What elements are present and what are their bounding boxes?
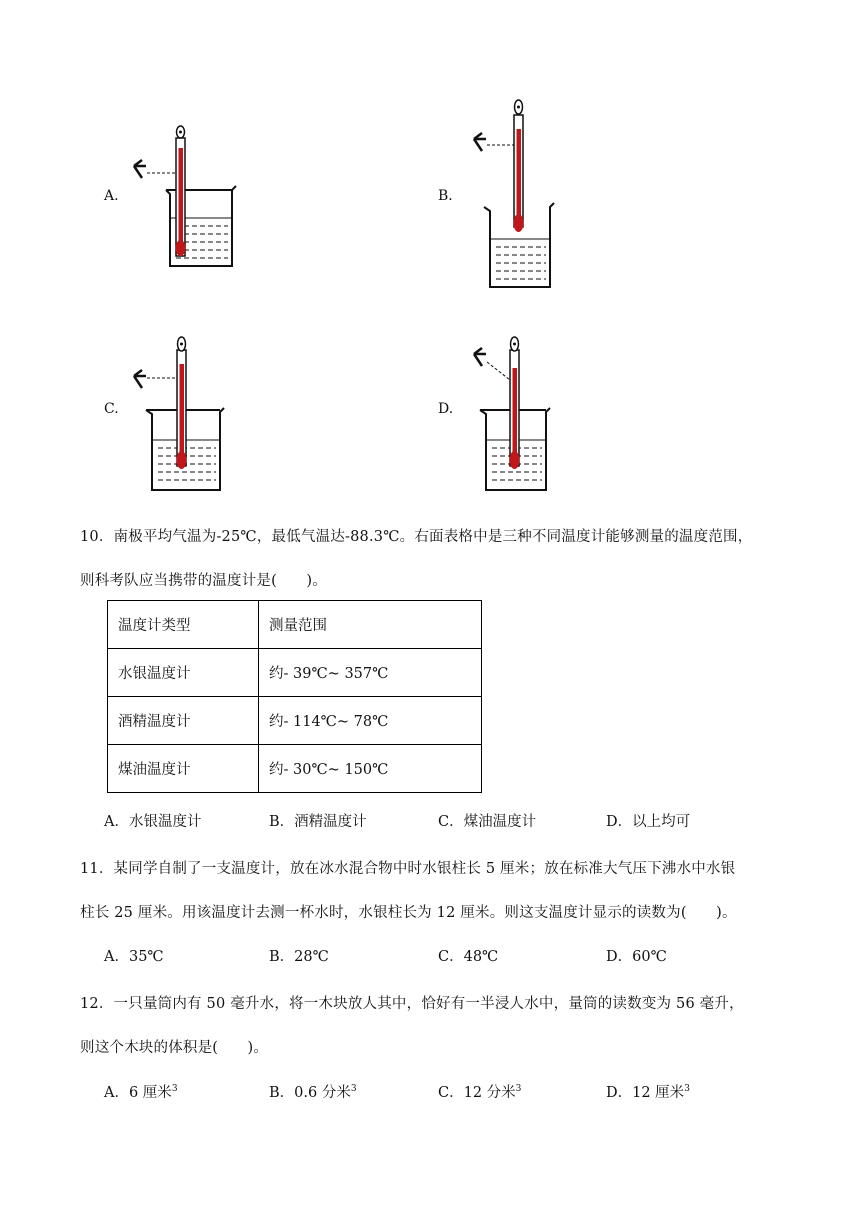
q12-option-d[interactable] <box>606 1081 690 1102</box>
table-cell: 水银温度计 <box>108 649 259 697</box>
figure-d-diagram <box>460 332 600 497</box>
table-cell: 约- 39℃~ 357℃ <box>259 649 482 697</box>
q11-stem-line2: 柱长 25 厘米。用该温度计去测一杯水时，水银柱长为 12 厘米。则这支温度计显示的读数为( )。 <box>80 905 737 921</box>
q11-option-d[interactable]: D．60℃ <box>606 949 667 965</box>
q12-option-c[interactable] <box>438 1081 521 1102</box>
table-header-cell: 测量范围 <box>259 601 482 649</box>
table-row <box>108 697 482 745</box>
thermometer <box>177 337 187 469</box>
option-text: C．12 分米 <box>438 1085 516 1101</box>
q10-option-d[interactable]: D．以上均可 <box>606 814 691 830</box>
table-header-cell: 温度计类型 <box>108 601 259 649</box>
option-text: D．12 厘米 <box>606 1085 685 1101</box>
q11-stem-line1: 11．某同学自制了一支温度计，放在冰水混合物中时水银柱长 5 厘米；放在标准大气压下沸水中水银 <box>80 861 736 877</box>
table-row <box>108 745 482 793</box>
figure-c-diagram <box>120 332 260 497</box>
q11-option-a[interactable]: A．35℃ <box>104 949 164 965</box>
option-text: B．0.6 分米 <box>269 1085 351 1101</box>
table-row <box>108 649 482 697</box>
q11-option-c[interactable]: C．48℃ <box>438 949 499 965</box>
q12-stem-line1: 12．一只量筒内有 50 毫升水，将一木块放人其中，恰好有一半浸人水中，量筒的读数变为 56 毫升， <box>80 996 744 1012</box>
eye-icon <box>474 348 486 366</box>
option-superscript: 3 <box>171 1084 178 1095</box>
option-superscript: 3 <box>515 1084 522 1095</box>
q12-stem-line2: 则这个木块的体积是( )。 <box>80 1040 269 1056</box>
q12-option-b[interactable] <box>269 1081 357 1102</box>
figure-d-label: D. <box>438 401 454 417</box>
q10-option-c[interactable]: C．煤油温度计 <box>438 814 537 830</box>
eye-icon <box>134 160 146 178</box>
q11-option-b[interactable]: B．28℃ <box>269 949 329 965</box>
option-text: A．6 厘米 <box>104 1085 172 1101</box>
q12-option-a[interactable] <box>104 1081 178 1102</box>
q10-option-a[interactable]: A．水银温度计 <box>104 814 202 830</box>
q10-stem-line2: 则科考队应当携带的温度计是( )。 <box>80 573 327 589</box>
thermometer-range-table <box>107 600 482 793</box>
table-cell: 酒精温度计 <box>108 697 259 745</box>
figure-b-diagram <box>460 95 600 295</box>
q10-option-b[interactable]: B．酒精温度计 <box>269 814 367 830</box>
thermometer <box>176 126 186 256</box>
figure-c-label: C. <box>104 401 119 417</box>
figure-a-diagram <box>120 118 260 278</box>
table-cell: 约- 114℃~ 78℃ <box>259 697 482 745</box>
eye-icon <box>134 370 146 388</box>
q10-stem-line1: 10．南极平均气温为-25℃，最低气温达-88.3℃。右面表格中是三种不同温度计能够测量的温度范围， <box>80 529 753 545</box>
figure-a-label: A. <box>104 188 119 204</box>
option-superscript: 3 <box>684 1084 690 1095</box>
option-superscript: 3 <box>350 1084 357 1095</box>
table-cell: 煤油温度计 <box>108 745 259 793</box>
thermometer <box>510 337 520 469</box>
figure-b-label: B. <box>438 188 453 204</box>
table-cell: 约- 30℃~ 150℃ <box>259 745 482 793</box>
eye-icon <box>474 133 486 151</box>
table-header-row <box>108 601 482 649</box>
water-surface-dashes <box>491 239 549 279</box>
thermometer <box>514 100 524 232</box>
sightline <box>487 362 510 380</box>
